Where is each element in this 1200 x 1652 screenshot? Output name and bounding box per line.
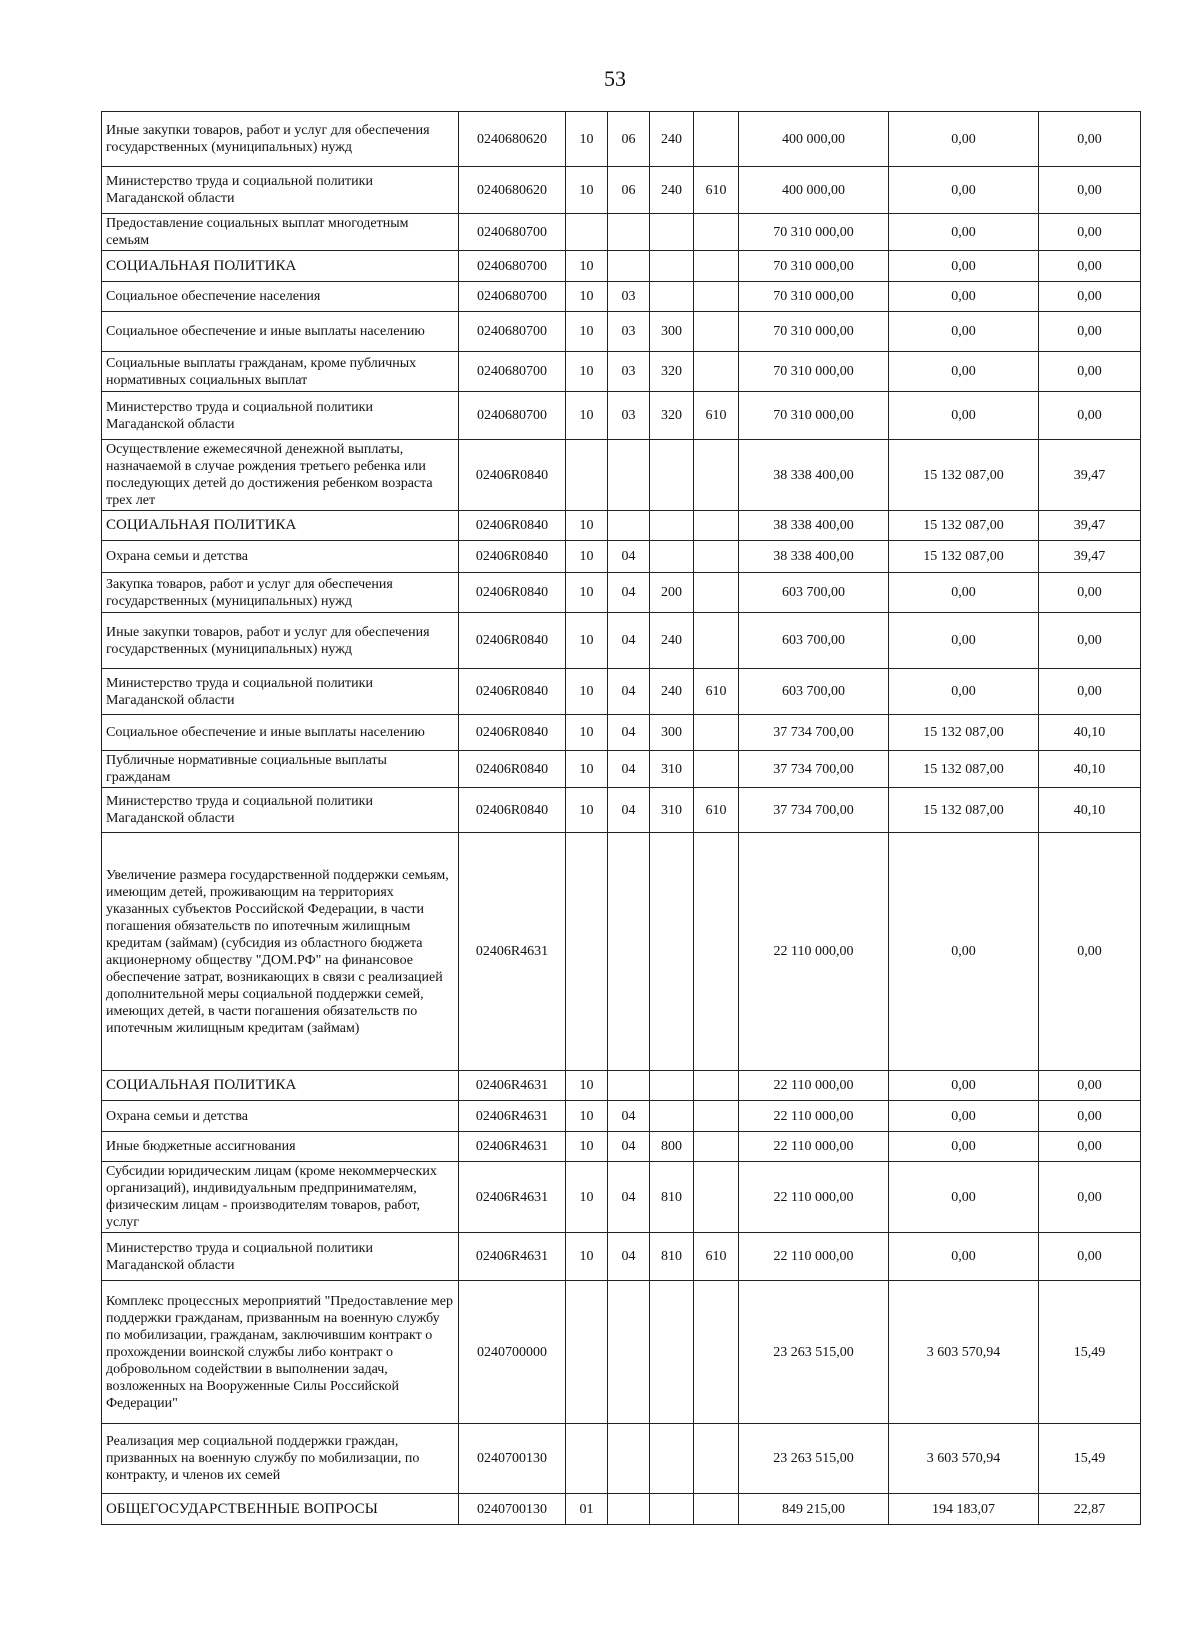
row-name: Министерство труда и социальной политики Магаданской области bbox=[102, 1233, 459, 1281]
administrator-code bbox=[694, 715, 739, 751]
table-row bbox=[102, 788, 1141, 833]
section-code: 10 bbox=[566, 788, 608, 833]
administrator-code bbox=[694, 541, 739, 573]
row-name: СОЦИАЛЬНАЯ ПОЛИТИКА bbox=[102, 1071, 459, 1101]
execution-percent: 0,00 bbox=[1039, 573, 1141, 613]
planned-amount: 70 310 000,00 bbox=[739, 282, 889, 312]
table-row bbox=[102, 1424, 1141, 1494]
subsection-code: 03 bbox=[608, 352, 650, 392]
administrator-code bbox=[694, 613, 739, 669]
expense-type-code: 240 bbox=[650, 613, 694, 669]
expense-type-code: 240 bbox=[650, 167, 694, 214]
row-name: Социальное обеспечение и иные выплаты населению bbox=[102, 312, 459, 352]
planned-amount: 37 734 700,00 bbox=[739, 788, 889, 833]
table-row bbox=[102, 751, 1141, 788]
administrator-code bbox=[694, 1101, 739, 1132]
execution-percent: 0,00 bbox=[1039, 833, 1141, 1071]
section-code: 10 bbox=[566, 167, 608, 214]
table-row bbox=[102, 352, 1141, 392]
execution-percent: 0,00 bbox=[1039, 1132, 1141, 1162]
administrator-code bbox=[694, 833, 739, 1071]
target-code: 0240700000 bbox=[459, 1281, 566, 1424]
execution-percent: 40,10 bbox=[1039, 715, 1141, 751]
target-code: 02406R4631 bbox=[459, 1233, 566, 1281]
section-code: 10 bbox=[566, 392, 608, 440]
planned-amount: 22 110 000,00 bbox=[739, 1071, 889, 1101]
executed-amount: 0,00 bbox=[889, 214, 1039, 251]
expense-type-code: 800 bbox=[650, 1132, 694, 1162]
expense-type-code bbox=[650, 251, 694, 282]
table-row bbox=[102, 112, 1141, 167]
section-code: 10 bbox=[566, 1132, 608, 1162]
subsection-code: 04 bbox=[608, 669, 650, 715]
section-code: 10 bbox=[566, 251, 608, 282]
target-code: 02406R4631 bbox=[459, 1071, 566, 1101]
target-code: 02406R0840 bbox=[459, 751, 566, 788]
execution-percent: 0,00 bbox=[1039, 312, 1141, 352]
expense-type-code bbox=[650, 833, 694, 1071]
subsection-code: 06 bbox=[608, 167, 650, 214]
expense-type-code bbox=[650, 1071, 694, 1101]
budget-table-body bbox=[102, 112, 1141, 1525]
row-name: Охрана семьи и детства bbox=[102, 541, 459, 573]
execution-percent: 15,49 bbox=[1039, 1424, 1141, 1494]
expense-type-code bbox=[650, 541, 694, 573]
section-code bbox=[566, 440, 608, 511]
table-row bbox=[102, 511, 1141, 541]
section-code: 10 bbox=[566, 1162, 608, 1233]
executed-amount: 0,00 bbox=[889, 312, 1039, 352]
section-code: 10 bbox=[566, 511, 608, 541]
expense-type-code bbox=[650, 1281, 694, 1424]
expense-type-code: 240 bbox=[650, 112, 694, 167]
subsection-code: 04 bbox=[608, 1162, 650, 1233]
execution-percent: 0,00 bbox=[1039, 112, 1141, 167]
executed-amount: 3 603 570,94 bbox=[889, 1424, 1039, 1494]
execution-percent: 0,00 bbox=[1039, 1071, 1141, 1101]
planned-amount: 70 310 000,00 bbox=[739, 392, 889, 440]
executed-amount: 0,00 bbox=[889, 1101, 1039, 1132]
section-code: 10 bbox=[566, 751, 608, 788]
administrator-code: 610 bbox=[694, 788, 739, 833]
table-row bbox=[102, 1071, 1141, 1101]
administrator-code bbox=[694, 440, 739, 511]
subsection-code: 03 bbox=[608, 392, 650, 440]
execution-percent: 39,47 bbox=[1039, 541, 1141, 573]
row-name: Социальные выплаты гражданам, кроме публичных нормативных социальных выплат bbox=[102, 352, 459, 392]
executed-amount: 0,00 bbox=[889, 1132, 1039, 1162]
subsection-code bbox=[608, 1424, 650, 1494]
expense-type-code: 300 bbox=[650, 715, 694, 751]
execution-percent: 39,47 bbox=[1039, 511, 1141, 541]
expense-type-code: 310 bbox=[650, 788, 694, 833]
table-row bbox=[102, 1162, 1141, 1233]
subsection-code bbox=[608, 440, 650, 511]
planned-amount: 22 110 000,00 bbox=[739, 1132, 889, 1162]
expense-type-code bbox=[650, 440, 694, 511]
table-row bbox=[102, 214, 1141, 251]
planned-amount: 400 000,00 bbox=[739, 167, 889, 214]
target-code: 02406R0840 bbox=[459, 511, 566, 541]
planned-amount: 603 700,00 bbox=[739, 613, 889, 669]
row-name: Субсидии юридическим лицам (кроме некоммерческих организаций), индивидуальным предпринимателям, физическим лицам - производителям товаров, работ, услуг bbox=[102, 1162, 459, 1233]
table-row bbox=[102, 392, 1141, 440]
section-code bbox=[566, 833, 608, 1071]
row-name: Комплекс процессных мероприятий "Предоставление мер поддержки гражданам, призванным на военную службу по мобилизации, гражданам, заключившим контракт о прохождении воинской службы либо контракт о добровольном содействии в выполнении задач, возложенных на Вооруженные Силы Российской Федерации" bbox=[102, 1281, 459, 1424]
execution-percent: 40,10 bbox=[1039, 751, 1141, 788]
target-code: 02406R4631 bbox=[459, 1132, 566, 1162]
subsection-code: 03 bbox=[608, 282, 650, 312]
execution-percent: 0,00 bbox=[1039, 251, 1141, 282]
table-row bbox=[102, 167, 1141, 214]
executed-amount: 15 132 087,00 bbox=[889, 541, 1039, 573]
subsection-code: 04 bbox=[608, 715, 650, 751]
target-code: 02406R0840 bbox=[459, 440, 566, 511]
expense-type-code bbox=[650, 511, 694, 541]
administrator-code bbox=[694, 282, 739, 312]
executed-amount: 0,00 bbox=[889, 282, 1039, 312]
section-code bbox=[566, 1281, 608, 1424]
expense-type-code bbox=[650, 1424, 694, 1494]
subsection-code: 04 bbox=[608, 573, 650, 613]
section-code: 10 bbox=[566, 1233, 608, 1281]
planned-amount: 22 110 000,00 bbox=[739, 1233, 889, 1281]
row-name: СОЦИАЛЬНАЯ ПОЛИТИКА bbox=[102, 511, 459, 541]
executed-amount: 0,00 bbox=[889, 251, 1039, 282]
target-code: 02406R4631 bbox=[459, 833, 566, 1071]
target-code: 02406R0840 bbox=[459, 715, 566, 751]
section-code: 10 bbox=[566, 613, 608, 669]
target-code: 0240680700 bbox=[459, 282, 566, 312]
administrator-code bbox=[694, 573, 739, 613]
planned-amount: 70 310 000,00 bbox=[739, 251, 889, 282]
row-name: Иные закупки товаров, работ и услуг для обеспечения государственных (муниципальных) нужд bbox=[102, 112, 459, 167]
table-row bbox=[102, 282, 1141, 312]
section-code: 10 bbox=[566, 1101, 608, 1132]
administrator-code bbox=[694, 112, 739, 167]
target-code: 0240680620 bbox=[459, 112, 566, 167]
row-name: Министерство труда и социальной политики Магаданской области bbox=[102, 788, 459, 833]
target-code: 0240700130 bbox=[459, 1424, 566, 1494]
row-name: Иные закупки товаров, работ и услуг для обеспечения государственных (муниципальных) нужд bbox=[102, 613, 459, 669]
planned-amount: 23 263 515,00 bbox=[739, 1281, 889, 1424]
executed-amount: 0,00 bbox=[889, 1071, 1039, 1101]
expense-type-code: 240 bbox=[650, 669, 694, 715]
section-code bbox=[566, 214, 608, 251]
administrator-code bbox=[694, 1071, 739, 1101]
planned-amount: 70 310 000,00 bbox=[739, 214, 889, 251]
planned-amount: 37 734 700,00 bbox=[739, 751, 889, 788]
row-name: ОБЩЕГОСУДАРСТВЕННЫЕ ВОПРОСЫ bbox=[102, 1494, 459, 1525]
section-code: 10 bbox=[566, 312, 608, 352]
subsection-code: 04 bbox=[608, 1101, 650, 1132]
subsection-code: 04 bbox=[608, 1132, 650, 1162]
table-row bbox=[102, 1101, 1141, 1132]
execution-percent: 39,47 bbox=[1039, 440, 1141, 511]
row-name: СОЦИАЛЬНАЯ ПОЛИТИКА bbox=[102, 251, 459, 282]
row-name: Социальное обеспечение населения bbox=[102, 282, 459, 312]
target-code: 02406R0840 bbox=[459, 613, 566, 669]
section-code: 10 bbox=[566, 573, 608, 613]
administrator-code bbox=[694, 214, 739, 251]
executed-amount: 0,00 bbox=[889, 392, 1039, 440]
subsection-code bbox=[608, 833, 650, 1071]
executed-amount: 0,00 bbox=[889, 613, 1039, 669]
administrator-code bbox=[694, 511, 739, 541]
execution-percent: 15,49 bbox=[1039, 1281, 1141, 1424]
executed-amount: 0,00 bbox=[889, 573, 1039, 613]
executed-amount: 0,00 bbox=[889, 833, 1039, 1071]
execution-percent: 0,00 bbox=[1039, 392, 1141, 440]
planned-amount: 849 215,00 bbox=[739, 1494, 889, 1525]
administrator-code bbox=[694, 1132, 739, 1162]
section-code: 10 bbox=[566, 352, 608, 392]
planned-amount: 38 338 400,00 bbox=[739, 541, 889, 573]
target-code: 0240680700 bbox=[459, 392, 566, 440]
subsection-code bbox=[608, 1071, 650, 1101]
table-row bbox=[102, 440, 1141, 511]
executed-amount: 0,00 bbox=[889, 669, 1039, 715]
table-row bbox=[102, 669, 1141, 715]
planned-amount: 603 700,00 bbox=[739, 669, 889, 715]
subsection-code bbox=[608, 1281, 650, 1424]
subsection-code bbox=[608, 1494, 650, 1525]
target-code: 02406R4631 bbox=[459, 1101, 566, 1132]
planned-amount: 38 338 400,00 bbox=[739, 511, 889, 541]
row-name: Публичные нормативные социальные выплаты гражданам bbox=[102, 751, 459, 788]
row-name: Увеличение размера государственной поддержки семьям, имеющим детей, проживающим на территориях указанных субъектов Российской Федерации, в части погашения обязательств по ипотечным жилищным кредитам (займам) (субсидия из областного бюджета акционерному обществу "ДОМ.РФ" на финансовое обеспечение затрат, возникающих в связи с реализацией дополнительной меры социальной поддержки семей, имеющих детей, в части погашения обязательств по ипотечным жилищным кредитам (займам) bbox=[102, 833, 459, 1071]
subsection-code bbox=[608, 251, 650, 282]
table-row bbox=[102, 613, 1141, 669]
target-code: 02406R0840 bbox=[459, 541, 566, 573]
planned-amount: 22 110 000,00 bbox=[739, 1162, 889, 1233]
executed-amount: 194 183,07 bbox=[889, 1494, 1039, 1525]
row-name: Иные бюджетные ассигнования bbox=[102, 1132, 459, 1162]
row-name: Министерство труда и социальной политики Магаданской области bbox=[102, 669, 459, 715]
subsection-code: 04 bbox=[608, 788, 650, 833]
row-name: Реализация мер социальной поддержки граждан, призванных на военную службу по мобилизации, по контракту, и членов их семей bbox=[102, 1424, 459, 1494]
execution-percent: 0,00 bbox=[1039, 613, 1141, 669]
planned-amount: 23 263 515,00 bbox=[739, 1424, 889, 1494]
section-code: 01 bbox=[566, 1494, 608, 1525]
target-code: 02406R0840 bbox=[459, 573, 566, 613]
execution-percent: 0,00 bbox=[1039, 1162, 1141, 1233]
target-code: 0240680700 bbox=[459, 214, 566, 251]
executed-amount: 0,00 bbox=[889, 1162, 1039, 1233]
planned-amount: 400 000,00 bbox=[739, 112, 889, 167]
row-name: Охрана семьи и детства bbox=[102, 1101, 459, 1132]
administrator-code: 610 bbox=[694, 1233, 739, 1281]
executed-amount: 15 132 087,00 bbox=[889, 788, 1039, 833]
planned-amount: 22 110 000,00 bbox=[739, 1101, 889, 1132]
table-row bbox=[102, 312, 1141, 352]
expense-type-code: 810 bbox=[650, 1162, 694, 1233]
subsection-code: 06 bbox=[608, 112, 650, 167]
section-code: 10 bbox=[566, 715, 608, 751]
target-code: 0240680620 bbox=[459, 167, 566, 214]
row-name: Министерство труда и социальной политики Магаданской области bbox=[102, 167, 459, 214]
execution-percent: 0,00 bbox=[1039, 1233, 1141, 1281]
subsection-code bbox=[608, 214, 650, 251]
subsection-code: 04 bbox=[608, 541, 650, 573]
section-code bbox=[566, 1424, 608, 1494]
administrator-code bbox=[694, 1281, 739, 1424]
administrator-code bbox=[694, 1162, 739, 1233]
row-name: Предоставление социальных выплат многодетным семьям bbox=[102, 214, 459, 251]
execution-percent: 22,87 bbox=[1039, 1494, 1141, 1525]
expense-type-code: 200 bbox=[650, 573, 694, 613]
expense-type-code: 310 bbox=[650, 751, 694, 788]
subsection-code: 04 bbox=[608, 751, 650, 788]
administrator-code bbox=[694, 312, 739, 352]
executed-amount: 15 132 087,00 bbox=[889, 751, 1039, 788]
expense-type-code bbox=[650, 1101, 694, 1132]
execution-percent: 40,10 bbox=[1039, 788, 1141, 833]
table-row bbox=[102, 573, 1141, 613]
planned-amount: 70 310 000,00 bbox=[739, 352, 889, 392]
planned-amount: 38 338 400,00 bbox=[739, 440, 889, 511]
planned-amount: 37 734 700,00 bbox=[739, 715, 889, 751]
table-row bbox=[102, 541, 1141, 573]
subsection-code: 04 bbox=[608, 613, 650, 669]
execution-percent: 0,00 bbox=[1039, 167, 1141, 214]
administrator-code bbox=[694, 1494, 739, 1525]
executed-amount: 15 132 087,00 bbox=[889, 715, 1039, 751]
table-row bbox=[102, 1281, 1141, 1424]
execution-percent: 0,00 bbox=[1039, 282, 1141, 312]
execution-percent: 0,00 bbox=[1039, 669, 1141, 715]
expense-type-code bbox=[650, 282, 694, 312]
table-row bbox=[102, 715, 1141, 751]
target-code: 0240680700 bbox=[459, 312, 566, 352]
section-code: 10 bbox=[566, 541, 608, 573]
execution-percent: 0,00 bbox=[1039, 214, 1141, 251]
table-row bbox=[102, 1494, 1141, 1525]
target-code: 02406R0840 bbox=[459, 669, 566, 715]
administrator-code bbox=[694, 251, 739, 282]
administrator-code bbox=[694, 1424, 739, 1494]
executed-amount: 15 132 087,00 bbox=[889, 511, 1039, 541]
subsection-code: 03 bbox=[608, 312, 650, 352]
section-code: 10 bbox=[566, 282, 608, 312]
target-code: 02406R4631 bbox=[459, 1162, 566, 1233]
target-code: 0240680700 bbox=[459, 251, 566, 282]
table-row bbox=[102, 251, 1141, 282]
expense-type-code: 320 bbox=[650, 352, 694, 392]
page-number: 53 bbox=[604, 66, 626, 91]
table-row bbox=[102, 1233, 1141, 1281]
target-code: 0240680700 bbox=[459, 352, 566, 392]
executed-amount: 0,00 bbox=[889, 167, 1039, 214]
section-code: 10 bbox=[566, 112, 608, 167]
expense-type-code: 810 bbox=[650, 1233, 694, 1281]
table-row bbox=[102, 1132, 1141, 1162]
executed-amount: 3 603 570,94 bbox=[889, 1281, 1039, 1424]
executed-amount: 0,00 bbox=[889, 1233, 1039, 1281]
expense-type-code bbox=[650, 214, 694, 251]
expense-type-code: 320 bbox=[650, 392, 694, 440]
execution-percent: 0,00 bbox=[1039, 352, 1141, 392]
administrator-code bbox=[694, 352, 739, 392]
execution-percent: 0,00 bbox=[1039, 1101, 1141, 1132]
row-name: Осуществление ежемесячной денежной выплаты, назначаемой в случае рождения третьего ребенка или последующих детей до достижения ребенком возраста трех лет bbox=[102, 440, 459, 511]
planned-amount: 22 110 000,00 bbox=[739, 833, 889, 1071]
executed-amount: 0,00 bbox=[889, 352, 1039, 392]
table-row bbox=[102, 833, 1141, 1071]
administrator-code: 610 bbox=[694, 669, 739, 715]
section-code: 10 bbox=[566, 669, 608, 715]
target-code: 0240700130 bbox=[459, 1494, 566, 1525]
executed-amount: 0,00 bbox=[889, 112, 1039, 167]
budget-table bbox=[101, 111, 1141, 1525]
row-name: Министерство труда и социальной политики Магаданской области bbox=[102, 392, 459, 440]
expense-type-code: 300 bbox=[650, 312, 694, 352]
administrator-code: 610 bbox=[694, 392, 739, 440]
administrator-code bbox=[694, 751, 739, 788]
expense-type-code bbox=[650, 1494, 694, 1525]
planned-amount: 603 700,00 bbox=[739, 573, 889, 613]
target-code: 02406R0840 bbox=[459, 788, 566, 833]
planned-amount: 70 310 000,00 bbox=[739, 312, 889, 352]
section-code: 10 bbox=[566, 1071, 608, 1101]
row-name: Закупка товаров, работ и услуг для обеспечения государственных (муниципальных) нужд bbox=[102, 573, 459, 613]
row-name: Социальное обеспечение и иные выплаты населению bbox=[102, 715, 459, 751]
subsection-code: 04 bbox=[608, 1233, 650, 1281]
subsection-code bbox=[608, 511, 650, 541]
administrator-code: 610 bbox=[694, 167, 739, 214]
executed-amount: 15 132 087,00 bbox=[889, 440, 1039, 511]
